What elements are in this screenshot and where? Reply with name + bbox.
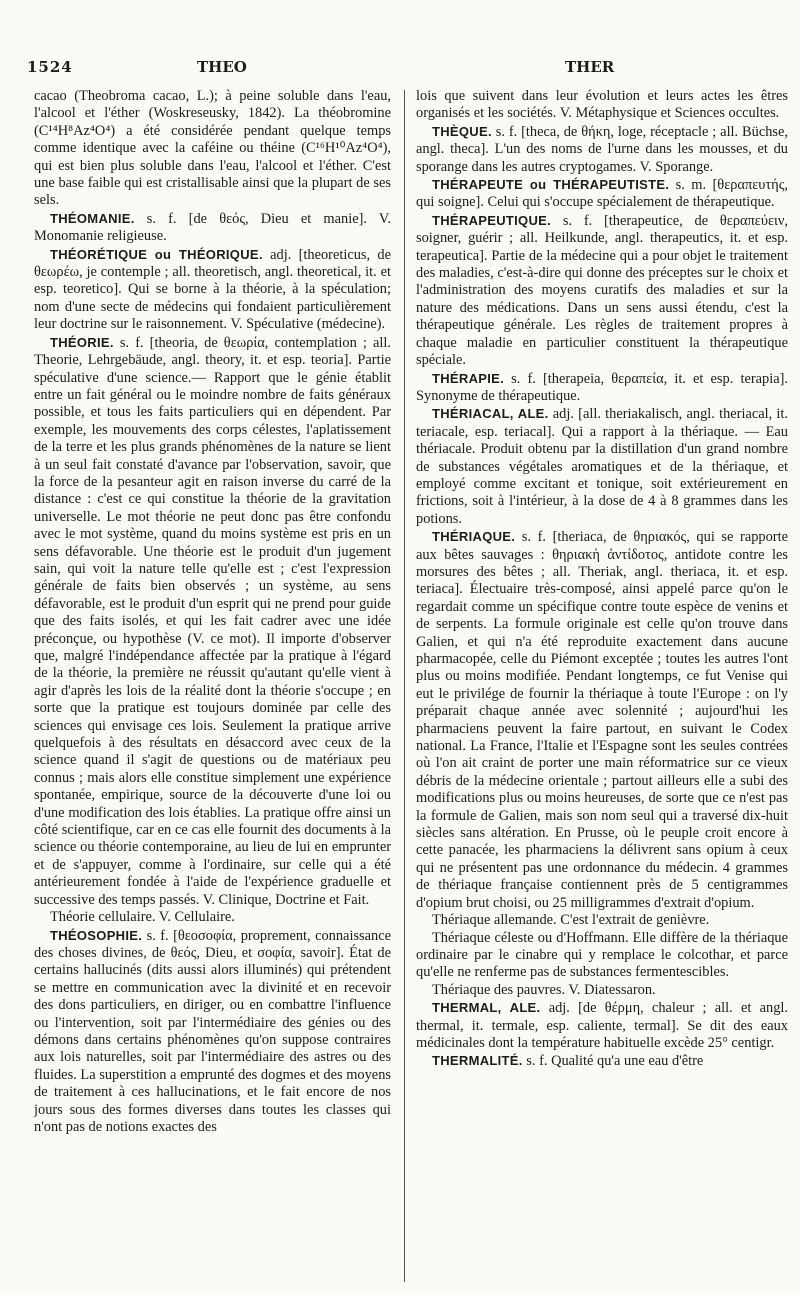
headword: THÉOMANIE. [50,210,135,226]
headword: THÉORIE. [50,334,114,350]
entry-theoretique [34,246,391,334]
headword: THÉRAPEUTIQUE. [432,212,552,228]
entry-therapie [416,370,788,406]
entry-theriaque [416,528,788,912]
entry-text: s. f. [therapeutice, de θεραπεύειν, soigner, guérir ; all. Heilkunde, angl. therapeutics, it. et esp. terapeutica]. Partie de la médecine qui a pour objet le traitement des maladies, c'est-à-dire qui donne des préceptes sur le choix et l'administration des moyens curatifs des maladies et sur la nature des médications. Dans un sens aussi étendu, c'est la thérapeutique générale. Les règles de traitement propres à chaque maladie en particulier constituent la thérapeutique spéciale. [416,212,788,369]
headword: THERMAL, ALE. [432,1000,541,1016]
entry-therapeutique [416,212,788,370]
headword: THÉORÉTIQUE ou THÉORIQUE. [50,246,263,262]
headword: THÈQUE. [432,123,492,139]
entry-theriaque-pauvres [416,982,788,999]
entry-text: s. f. Qualité qu'a une eau d'être [526,1053,704,1070]
entry-thermalite [416,1052,788,1070]
entry-continuation [416,88,788,123]
entry-text: adj. [de θέρμη, chaleur ; all. et angl. thermal, it. termale, esp. caliente, termal]. Se dit des eaux médicinales dont la température habituelle excède 25° centigr. [416,1000,788,1051]
entry-continuation [34,88,391,210]
headword: THÉOSOPHIE. [50,927,143,943]
entry-text: Thériaque céleste ou d'Hoffmann. Elle diffère de la thériaque ordinaire par le cinabre qui y remplace le colcothar, et parce qu'elle ne renferme pas de substances fermentescibles. [416,929,788,981]
entry-theriaque-allemande [416,912,788,929]
entry-text: Thériaque allemande. C'est l'extrait de genièvre. [432,912,710,929]
entry-text: s. f. [de θεός, Dieu et manie]. V. Monomanie religieuse. [34,210,391,245]
entry-thermal [416,999,788,1052]
entry-theosophie [34,927,391,1137]
entry-text: cacao (Theobroma cacao, L.); à peine soluble dans l'eau, l'alcool et l'éther (Woskreseusky, 1842). La théobromine (C¹⁴H⁸Az⁴O⁴) a été considérée pendant quelque temps comme identique avec la caféine ou théine (C¹⁶H¹⁰Az⁴O⁴), qui est bien plus soluble dans l'eau, l'alcool et l'éther. C'est une base faible qui est cristallisable ainsi que la plupart de ses sels. [34,88,391,209]
column-divider [404,90,405,1282]
entry-text: s. m. [θεραπευτής, qui soigne]. Celui qui s'occupe spécialement de thérapeutique. [416,177,788,211]
headword: THÉRAPEUTE ou THÉRAPEUTISTE. [432,177,670,193]
entry-text: Théorie cellulaire. V. Cellulaire. [50,909,235,926]
running-header [0,58,800,80]
entry-theriacal [416,405,788,528]
entry-text: Thériaque des pauvres. V. Diatessaron. [432,981,656,998]
left-column [34,88,391,1284]
entry-theorie [34,334,391,909]
entry-text: s. f. [therapeia, θεραπεία, it. et esp. terapia]. Synonyme de thérapeutique. [416,370,788,404]
page-number: 1524 [27,58,73,76]
entry-text: s. f. [θεοσοφία, proprement, connaissance des choses divines, de θεός, Dieu, et σοφία, savoir]. État de certains hallucinés (dits aussi alors illuminés) qui prétendent se mettre en communication avec la divinité et en recevoir des dons particuliers, en diriger, ou en combattre l'influence ou l'intervention, soit par l'intermédiaire des génies ou des démons dans certains phénomènes qu'on suppose contraires aux lois naturelles, soit par l'intermédiaire des astres ou des fluides. La superstition a emprunté des dogmes et des moyens de traitement à ces hallucinations, et le fait encore de nos jours sous des formes diverses dans toutes les classes qui n'ont pas de notions exactes des [34,927,391,1135]
headword: THÉRIAQUE. [432,529,516,545]
entry-theriaque-celeste [416,930,788,982]
entry-text: adj. [theoreticus, de θεωρέω, je contemple ; all. theoretisch, angl. theoretical, it. et esp. teoretico]. Qui se borne à la théorie, à la spéculation; nom d'une secte de médecins qui fondaient particulièrement leur doctrine sur le raisonnement. V. Spéculative (médecine). [34,246,391,333]
headword: THÉRIACAL, ALE. [432,406,549,422]
entry-text: lois que suivent dans leur évolution et leurs actes les êtres organisés et les sociétés. V. Métaphysique et Sciences occultes. [416,88,788,122]
right-column [416,88,788,1284]
headword: THÉRAPIE. [432,370,505,386]
entry-theque [416,123,788,176]
entry-theorie-cellulaire [34,909,391,926]
entry-therapeute [416,176,788,212]
entry-text: s. f. [theoria, de θεωρία, contemplation ; all. Theorie, Lehrgebäude, angl. theory, it. et esp. teoria]. Partie spéculative d'une science.— Rapport que le génie établit entre un fait général ou le moindre nombre de faits généraux possible, et tous les faits particuliers qui en dépendent. Par exemple, les mouvements des corps célestes, l'aplatissement de la terre et les plus grands phénomènes de la nature se lient à un seul fait constaté d'avance par l'observation, savoir, que la force de la pesanteur agit en raison inverse du carré de la distance : c'est ce qui constitue la théorie de la gravitation universelle. Le mot théorie ne peut donc pas être confondu avec le mot système, quand du moins système est pris en un sens défavorable. Une théorie est le produit d'un jugement sain, qui voit la nature telle qu'elle est ; c'est l'expression générale de faits bien observés ; un système, au sens défavorable, est le produit d'un esprit qui ne prend pour guide que des faits isolés, et qui les fait cadrer avec une idée préconçue, ou hypothèse (V. ce mot). Il importe d'observer que, malgré l'indépendance affectée par la pratique à l'égard de la théorie, la première ne réussit qu'autant qu'elle vient à agir d'après les lois de la réalité dont la théorie s'occupe ; en sorte que la pratique est toujours dominée par celle des sciences qui envisage ces lois. Seulement la pratique arrive quelquefois à des résultats en désaccord avec ceux de la science quand il s'agit de questions ou de matériaux peu connus ; mais alors elle constitue simplement une expérience spontanée, empirique, source de la découverte d'une loi ou d'une modification des lois établies. La pratique offre ainsi un côté scientifique, car en ce cas elle fournit des documents à la science ou théorie contemporaine, au lieu de lui en emprunter et de s'appuyer, comme à l'ordinaire, sur celle qui a été antérieurement fondée à l'aide de l'expérience graduelle et successive des temps passés. V. Clinique, Doctrine et Fait. [34,334,391,908]
headword: THERMALITÉ. [432,1053,523,1069]
entry-text: s. f. [theca, de θήκη, loge, réceptacle ; all. Büchse, angl. theca]. L'un des noms de l'urne dans les mousses, et du sporange dans les autres cryptogames. V. Sporange. [416,123,788,175]
left-running-head: THEO [197,58,247,76]
entry-text: s. f. [theriaca, de θηριακός, qui se rapporte aux bêtes sauvages : θηριακὴ ἀντίδοτος, antidote contre les morsures des bêtes ; all. Theriak, angl. theriaca, it. et esp. teriaca]. Électuaire très-composé, ainsi appelé parce qu'on le regardait comme un spécifique contre toute espèce de venins et de serpents. La formule originale est celle qu'on trouve dans Galien, et qui n'a été reproduite exactement dans aucune pharmacopée, celle du Piémont exceptée ; toutes les autres l'ont plus ou moins modifiée. Pendant longtemps, ce fut Venise qui eut le privilége de fournir la thériaque à toute l'Europe : on l'y préparait chaque année avec solennité ; aujourd'hui les pharmaciens peuvent la faire partout, en suivant le Codex national. La France, l'Italie et l'Espagne sont les seules contrées où l'on ait craint de porter une main réformatrice sur ce vieux débris de la médecine orientale ; partout ailleurs elle a subi des modifications plus ou moins heureuses, de sorte que ce n'est pas la formule de Galien, mais son nom seul qui a traversé dix-huit siècles sans altération. En Prusse, où le peuple croit encore à cette panacée, les pharmaciens la délivrent sans opium à ceux qui ne présentent pas une ordonnance du médecin. 4 grammes de thériaque française contiennent près de 5 centigrammes d'opium brut choisi, ou 25 milligrammes d'extrait d'opium. [416,529,788,911]
entry-theomanie [34,210,391,246]
entry-text: adj. [all. theriakalisch, angl. theriacal, it. teriacale, esp. teriacal]. Qui a rapport à la thériaque. — Eau thériacale. Produit obtenu par la distillation d'un grand nombre de substances végétales aromatiques et de la thériaque, et employé comme excitant et tonique, soit extérieurement en frictions, soit à l'intérieur, à la dose de 4 à 8 grammes dans les potions. [416,406,788,527]
right-running-head: THER [565,58,615,76]
